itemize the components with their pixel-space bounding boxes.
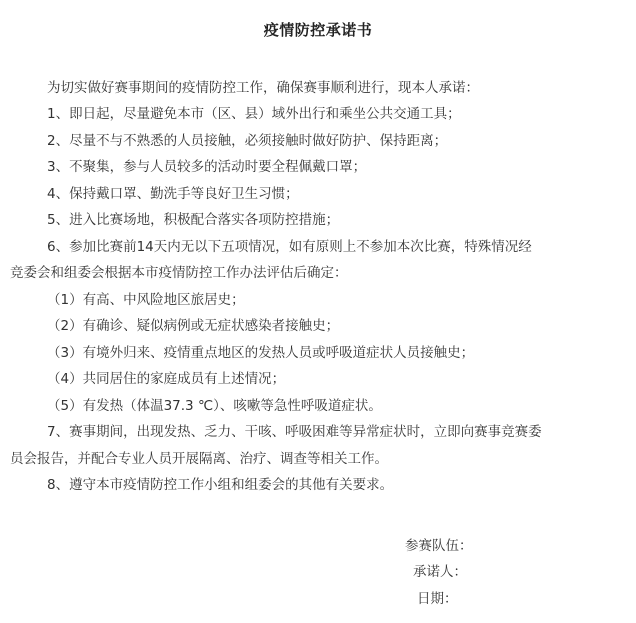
item-5: 5、进入比赛场地，积极配合落实各项防控措施； xyxy=(47,212,340,228)
subitem-4: （4）共同居住的家庭成员有上述情况； xyxy=(47,371,286,387)
subitem-1: （1）有高、中风险地区旅居史； xyxy=(47,292,245,308)
subitem-5: （5）有发热（体温37.3 ℃）、咳嗽等急性呼吸道症状。 xyxy=(47,398,382,414)
subitem-2: （2）有确诊、疑似病例或无症状感染者接触史； xyxy=(47,318,340,334)
intro-paragraph: 为切实做好赛事期间的疫情防控工作，确保赛事顺利进行，现本人承诺： xyxy=(47,80,479,96)
item-1: 1、即日起，尽量避免本市（区、县）域外出行和乘坐公共交通工具； xyxy=(47,106,461,122)
item-4: 4、保持戴口罩、勤洗手等良好卫生习惯； xyxy=(47,186,299,202)
team-label: 参赛队伍： xyxy=(405,538,473,554)
item-8: 8、遵守本市疫情防控工作小组和组委会的其他有关要求。 xyxy=(47,477,394,493)
item-6-line-1: 6、参加比赛前14天内无以下五项情况，如有原则上不参加本次比赛，特殊情况经 xyxy=(47,239,532,255)
promisor-label: 承诺人： xyxy=(413,564,467,580)
item-6-line-2: 竞委会和组委会根据本市疫情防控工作办法评估后确定： xyxy=(10,265,348,281)
item-7-line-1: 7、赛事期间，出现发热、乏力、干咳、呼吸困难等异常症状时，立即向赛事竞赛委 xyxy=(47,424,542,440)
item-3: 3、不聚集，参与人员较多的活动时要全程佩戴口罩； xyxy=(47,159,367,175)
subitem-3: （3）有境外归来、疫情重点地区的发热人员或呼吸道症状人员接触史； xyxy=(47,345,475,361)
document-title: 疫情防控承诺书 xyxy=(263,21,373,39)
date-label: 日期： xyxy=(417,591,458,607)
item-2: 2、尽量不与不熟悉的人员接触，必须接触时做好防护、保持距离； xyxy=(47,133,448,149)
item-7-line-2: 员会报告，并配合专业人员开展隔离、治疗、调查等相关工作。 xyxy=(10,451,388,467)
